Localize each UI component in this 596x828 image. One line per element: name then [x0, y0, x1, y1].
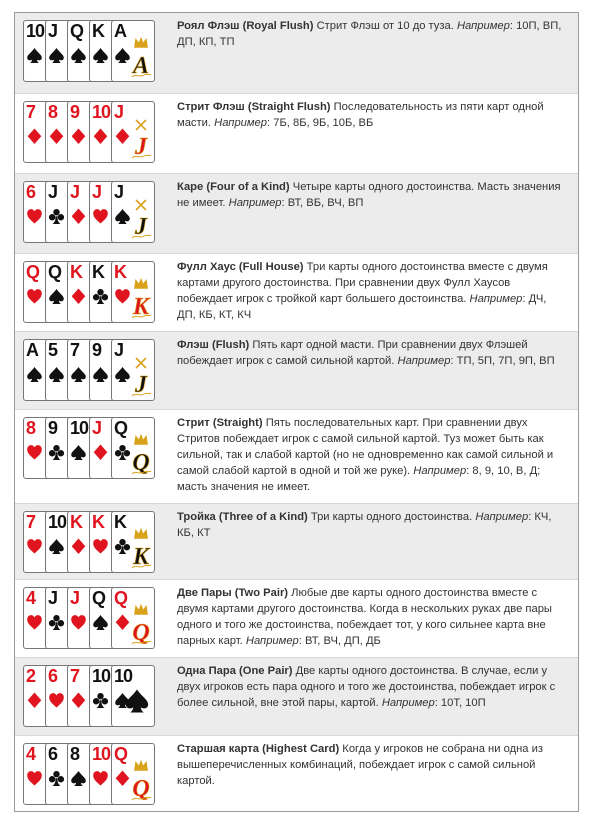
example-label: Например	[228, 197, 282, 209]
heart-suit-icon	[70, 614, 87, 631]
card-rank: 5	[48, 340, 58, 360]
card-rank: 10	[92, 666, 111, 686]
card-group	[23, 339, 173, 403]
card-rank: Q	[26, 262, 40, 282]
svg-text:K: K	[132, 544, 150, 570]
svg-text:Q: Q	[132, 450, 150, 476]
playing-card	[111, 665, 155, 727]
hand-rankings-table	[14, 12, 579, 812]
example-value: : 8, 9, 10, В, Д; масть значения не имеет.	[177, 465, 541, 493]
hand-row-two-pair	[15, 579, 578, 657]
diamond-suit-icon	[114, 614, 131, 631]
spade-suit-icon	[26, 366, 43, 383]
card-rank: 9	[70, 102, 80, 122]
card-rank: Q	[114, 744, 128, 764]
hand-text: Любые две карты одного достоинства вместе с двумя картами другого достоинства. Когда в нескольких руках две пары одного и того же достоинства, побеждает тот, у кого сильнее карта вне парных карт.	[177, 587, 552, 647]
diamond-suit-icon	[70, 208, 87, 225]
spade-suit-icon	[70, 47, 87, 64]
card-rank: Q	[70, 21, 84, 41]
svg-text:J: J	[135, 134, 147, 160]
diamond-suit-icon	[114, 128, 131, 145]
card-rank: 10	[48, 512, 67, 532]
hand-description	[173, 332, 578, 369]
hand-description	[173, 504, 578, 541]
diamond-suit-icon	[26, 692, 43, 709]
example-value: : ВТ, ВБ, ВЧ, ВП	[281, 197, 364, 209]
card-rank: K	[70, 512, 82, 532]
card-rank: 7	[70, 340, 80, 360]
playing-card	[111, 261, 155, 323]
card-rank: J	[48, 182, 58, 202]
card-rank: 6	[48, 666, 58, 686]
club-suit-icon	[92, 288, 109, 305]
card-rank: Q	[92, 588, 106, 608]
diamond-suit-icon	[92, 444, 109, 461]
example-label: Например	[381, 697, 435, 709]
heart-suit-icon	[26, 614, 43, 631]
hand-description	[173, 174, 578, 211]
playing-card	[111, 20, 155, 82]
hand-row-full-house	[15, 253, 578, 331]
face-figure-icon	[130, 118, 152, 160]
svg-text:Q: Q	[132, 620, 150, 646]
heart-suit-icon	[26, 538, 43, 555]
face-figure-icon	[130, 528, 152, 570]
card-rank: 2	[26, 666, 36, 686]
card-rank: K	[92, 21, 104, 41]
face-figure-icon	[130, 760, 152, 802]
playing-card	[111, 587, 155, 649]
heart-suit-icon	[92, 538, 109, 555]
diamond-suit-icon	[70, 692, 87, 709]
playing-card	[111, 101, 155, 163]
face-figure-icon	[130, 434, 152, 476]
hand-row-highest-card	[15, 735, 578, 813]
club-suit-icon	[114, 444, 131, 461]
svg-text:Q: Q	[132, 776, 150, 802]
hand-name: Одна Пара (One Pair)	[177, 665, 293, 677]
heart-suit-icon	[26, 444, 43, 461]
card-group	[23, 665, 173, 729]
hand-row-one-pair	[15, 657, 578, 735]
spade-suit-icon	[48, 288, 65, 305]
hand-name: Каре (Four of a Kind)	[177, 181, 290, 193]
diamond-suit-icon	[92, 128, 109, 145]
card-rank: 4	[26, 744, 36, 764]
card-rank: Q	[114, 418, 128, 438]
spade-suit-icon	[114, 208, 131, 225]
card-rank: 7	[70, 666, 80, 686]
hand-row-royal-flush	[15, 13, 578, 93]
card-group	[23, 20, 173, 84]
example-label: Например	[397, 355, 451, 367]
card-rank: 8	[26, 418, 36, 438]
card-group	[23, 587, 173, 651]
spade-suit-icon	[114, 47, 131, 64]
spade-suit-icon	[70, 770, 87, 787]
club-suit-icon	[48, 444, 65, 461]
diamond-suit-icon	[114, 770, 131, 787]
hand-row-three-of-a-kind	[15, 503, 578, 579]
hand-text: Три карты одного достоинства.	[310, 511, 473, 523]
playing-card	[111, 743, 155, 805]
example-value: : ДЧ, ДП, КБ, КТ, КЧ	[177, 293, 547, 321]
card-group	[23, 417, 173, 481]
svg-text:J: J	[135, 214, 147, 240]
hand-row-straight-flush	[15, 93, 578, 173]
hand-row-straight	[15, 409, 578, 503]
heart-suit-icon	[92, 770, 109, 787]
face-figure-icon	[130, 278, 152, 320]
card-rank: J	[70, 588, 80, 608]
card-rank: 10	[26, 21, 45, 41]
hand-text: Три карты одного достоинства вместе с двумя картами другого достоинства. При сравнении двух Фулл Хаусов побеждает игрок с тройкой карт большего достоинства.	[177, 261, 548, 305]
playing-card	[111, 181, 155, 243]
club-suit-icon	[48, 770, 65, 787]
example-label: Например	[475, 511, 529, 523]
card-rank: Q	[114, 588, 128, 608]
hand-name: Тройка (Three of a Kind)	[177, 511, 308, 523]
hand-row-four-of-a-kind	[15, 173, 578, 253]
hand-name: Фулл Хаус (Full House)	[177, 261, 304, 273]
card-rank: J	[48, 588, 58, 608]
heart-suit-icon	[48, 692, 65, 709]
card-rank: 7	[26, 102, 36, 122]
hand-text: Две карты одного достоинства. В случае, если у двух игроков есть пара одного и того же достоинства, побеждает игрок с более сильной, вне этой пары, картой.	[177, 665, 556, 709]
hand-description	[173, 410, 578, 495]
playing-card	[111, 417, 155, 479]
card-rank: Q	[48, 262, 62, 282]
svg-text:J: J	[135, 372, 147, 398]
example-value: : КЧ, КБ, КТ	[177, 511, 552, 539]
svg-text:A: A	[132, 53, 150, 79]
example-label: Например	[469, 293, 523, 305]
card-rank: J	[92, 418, 102, 438]
card-group	[23, 261, 173, 325]
card-rank: 6	[48, 744, 58, 764]
card-rank: A	[114, 21, 126, 41]
hand-text: Пять карт одной масти. При сравнении двух Флэшей побеждает игрок с самой сильной картой.	[177, 339, 528, 367]
hand-description	[173, 254, 578, 323]
diamond-suit-icon	[70, 538, 87, 555]
example-value: : 10П, ВП, ДП, КП, ТП	[177, 20, 562, 48]
hand-name: Старшая карта (Highest Card)	[177, 743, 340, 755]
hand-text: Стрит Флэш от 10 до туза.	[316, 20, 454, 32]
example-label: Например	[214, 117, 267, 129]
card-rank: J	[92, 182, 102, 202]
playing-card	[111, 511, 155, 573]
example-value: : ВТ, ВЧ, ДП, ДБ	[298, 635, 381, 647]
club-suit-icon	[48, 614, 65, 631]
club-suit-icon	[114, 538, 131, 555]
hand-name: Две Пары (Two Pair)	[177, 587, 289, 599]
diamond-suit-icon	[26, 128, 43, 145]
hand-text: Последовательность из пяти карт одной масти.	[177, 101, 544, 129]
face-figure-icon	[130, 198, 152, 240]
card-rank: K	[70, 262, 82, 282]
card-rank: A	[26, 340, 38, 360]
diamond-suit-icon	[70, 288, 87, 305]
hand-name: Стрит (Straight)	[177, 417, 263, 429]
card-rank: J	[114, 340, 124, 360]
card-group	[23, 511, 173, 575]
spade-large-pip-icon	[124, 688, 150, 714]
hand-description	[173, 13, 578, 50]
heart-suit-icon	[26, 208, 43, 225]
spade-suit-icon	[114, 366, 131, 383]
card-rank: 7	[26, 512, 36, 532]
example-value: : 7Б, 8Б, 9Б, 10Б, ВБ	[267, 117, 374, 129]
example-value: : 10Т, 10П	[434, 697, 486, 709]
face-figure-icon	[130, 356, 152, 398]
card-rank: K	[92, 262, 104, 282]
spade-suit-icon	[48, 538, 65, 555]
diamond-suit-icon	[70, 128, 87, 145]
heart-suit-icon	[26, 288, 43, 305]
spade-suit-icon	[48, 366, 65, 383]
spade-suit-icon	[70, 366, 87, 383]
diamond-suit-icon	[48, 128, 65, 145]
hand-name: Роял Флэш (Royal Flush)	[177, 20, 314, 32]
card-rank: K	[114, 512, 126, 532]
heart-suit-icon	[114, 288, 131, 305]
hand-description	[173, 580, 578, 649]
spade-suit-icon	[92, 614, 109, 631]
svg-text:K: K	[132, 294, 150, 320]
card-rank: 10	[70, 418, 89, 438]
face-figure-icon	[130, 604, 152, 646]
spade-suit-icon	[92, 47, 109, 64]
spade-suit-icon	[26, 47, 43, 64]
card-rank: J	[48, 21, 58, 41]
playing-card	[111, 339, 155, 401]
hand-text: Четыре карты одного достоинства. Масть значения не имеет.	[177, 181, 561, 209]
example-label: Например	[456, 20, 510, 32]
hand-name: Флэш (Flush)	[177, 339, 250, 351]
card-rank: K	[114, 262, 126, 282]
card-rank: K	[92, 512, 104, 532]
spade-suit-icon	[70, 444, 87, 461]
hand-text: Пять последовательных карт. При сравнении двух Стритов побеждает игрок с самой сильной картой. Туз может быть как сильной, так и слабой картой (но не одновременно как самой сильной и самой слабой картой в одной и той же руке).	[177, 417, 554, 477]
hand-description	[173, 658, 578, 711]
example-label: Например	[413, 465, 467, 477]
face-figure-icon	[130, 37, 152, 79]
card-rank: 8	[48, 102, 58, 122]
hand-row-flush	[15, 331, 578, 409]
card-rank: 4	[26, 588, 36, 608]
club-suit-icon	[48, 208, 65, 225]
card-rank: J	[114, 182, 124, 202]
card-rank: 9	[92, 340, 102, 360]
card-group	[23, 101, 173, 165]
example-value: : ТП, 5П, 7П, 9П, ВП	[450, 355, 555, 367]
card-group	[23, 181, 173, 245]
hand-name: Стрит Флэш (Straight Flush)	[177, 101, 331, 113]
hand-text: Когда у игроков не собрана ни одна из вышеперечисленных комбинаций, побеждает игрок с самой сильной картой.	[177, 743, 543, 787]
card-rank: J	[70, 182, 80, 202]
spade-suit-icon	[48, 47, 65, 64]
card-group	[23, 743, 173, 807]
card-rank: 10	[114, 666, 133, 686]
card-rank: 8	[70, 744, 80, 764]
hand-description	[173, 736, 578, 789]
card-rank: 6	[26, 182, 36, 202]
spade-suit-icon	[92, 366, 109, 383]
hand-description	[173, 94, 578, 131]
heart-suit-icon	[92, 208, 109, 225]
card-rank: J	[114, 102, 124, 122]
card-rank: 10	[92, 744, 111, 764]
example-label: Например	[245, 635, 299, 647]
club-suit-icon	[92, 692, 109, 709]
card-rank: 9	[48, 418, 58, 438]
heart-suit-icon	[26, 770, 43, 787]
card-rank: 10	[92, 102, 111, 122]
